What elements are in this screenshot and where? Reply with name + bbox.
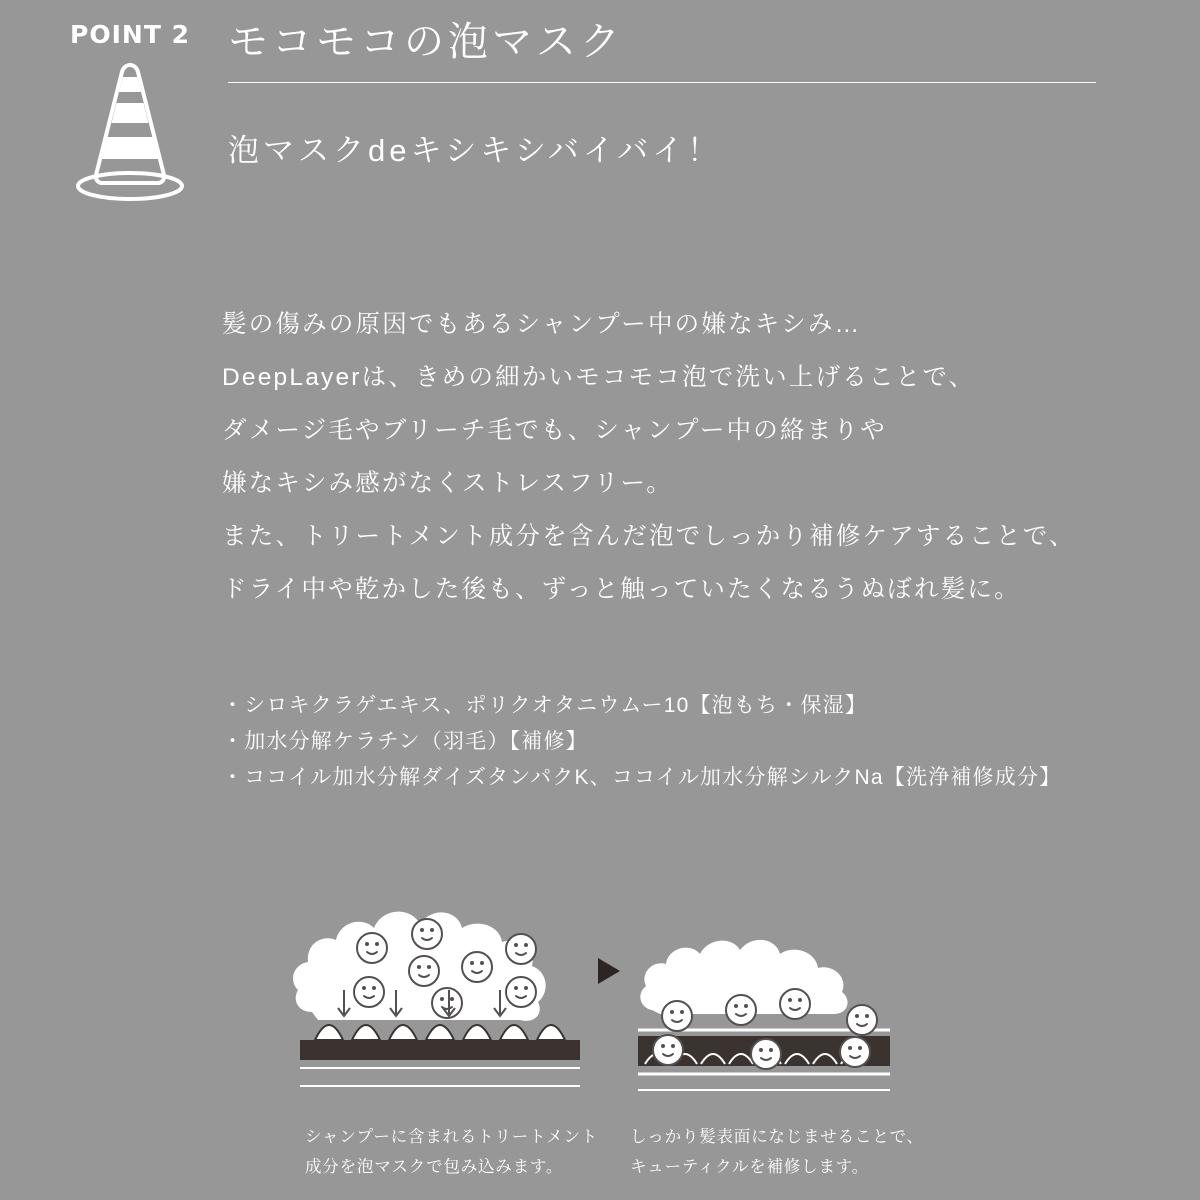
figure-captions [0, 1122, 1200, 1192]
caption-right [630, 1122, 924, 1182]
page-subtitle: 泡マスクdeキシキシバイバイ！ [228, 133, 723, 168]
page-title: モコモコの泡マスク [228, 20, 624, 64]
caption-right-line: キューティクルを補修します。 [630, 1158, 870, 1176]
point-badge [60, 22, 200, 205]
body-line: 髪の傷みの原因でもあるシャンプー中の嫌なキシみ… [222, 311, 862, 338]
caption-left-line: 成分を泡マスクで包み込みます。 [305, 1158, 564, 1176]
caption-left [305, 1122, 598, 1182]
ingredient-list [222, 688, 1142, 796]
body-copy [222, 298, 1122, 616]
title-area [228, 18, 1098, 171]
foam-mask-on-hair-icon [293, 912, 580, 1086]
body-line: また、トリートメント成分を含んだ泡でしっかり補修ケアすることで、 [222, 523, 1076, 550]
ingredient-item: ・シロキクラゲエキス、ポリクオタニウムー10【泡もち・保湿】 [222, 694, 868, 717]
body-line: DeepLayerは、きめの細かいモコモコ泡で洗い上げることで、 [222, 364, 976, 391]
body-line: ドライ中や乾かした後も、ずっと触っていたくなるうぬぼれ髪に。 [222, 576, 1021, 603]
ingredient-item: ・加水分解ケラチン（羽毛）【補修】 [222, 730, 588, 753]
foam-absorbed-into-cuticle-icon [638, 940, 890, 1090]
body-line: 嫌なキシみ感がなくストレスフリー。 [222, 470, 673, 497]
caption-left-line: シャンプーに含まれるトリートメント [305, 1128, 599, 1146]
point-label: POINT 2 [70, 20, 190, 49]
traffic-cone-icon [60, 55, 200, 205]
illustration-figure [0, 840, 1200, 1120]
caption-right-line: しっかり髪表面になじませることで、 [630, 1128, 924, 1146]
header [0, 0, 1200, 230]
play-arrow-icon [598, 958, 620, 984]
ingredient-item: ・ココイル加水分解ダイズタンパクK、ココイル加水分解シルクNa【洗浄補修成分】 [222, 766, 1062, 789]
title-divider [228, 82, 1096, 83]
body-line: ダメージ毛やブリーチ毛でも、シャンプー中の絡まりや [222, 417, 887, 444]
